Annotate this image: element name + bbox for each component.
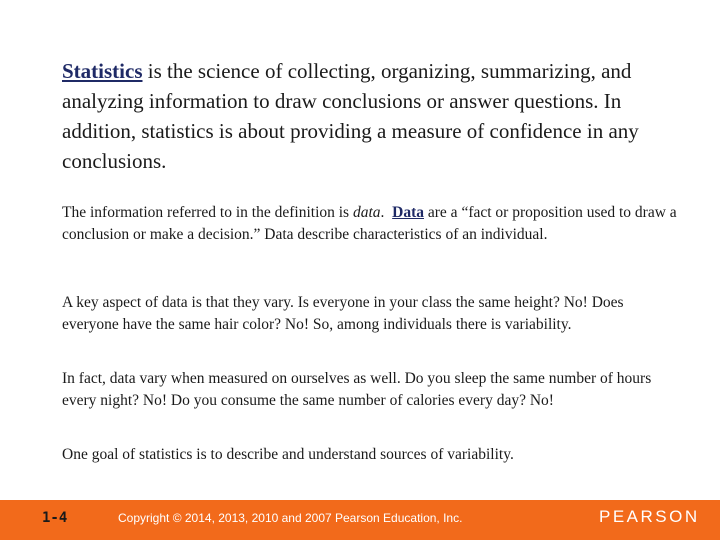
goal-paragraph: One goal of statistics is to describe and understand sources of variability. (62, 446, 514, 463)
p1-text-before: The information referred to in the definition is (62, 204, 353, 221)
variability-paragraph: A key aspect of data is that they vary. Is everyone in your class the same height? No! Does everyone have the same hair color? No! So, among individuals there is variability. (62, 294, 624, 333)
p1-italic-data: data (352, 204, 381, 221)
data-definition-paragraph (62, 202, 682, 246)
statistics-definition (62, 56, 692, 176)
statistics-term: Statistics (62, 59, 143, 83)
p1-text-after: are a “fact or proposition used to draw a conclusion or make a decision.” Data describe characteristics of an individual. (62, 204, 677, 243)
footer-bar (0, 500, 720, 540)
data-term: Data (392, 204, 425, 221)
self-variability-paragraph: In fact, data vary when measured on ourselves as well. Do you sleep the same number of hours every night? No! Do you consume the same number of calories every day? No! (62, 370, 652, 409)
copyright-notice: Copyright © 2014, 2013, 2010 and 2007 Pearson Education, Inc. (118, 511, 463, 525)
pearson-logo: PEARSON (599, 507, 700, 526)
p1-text-between: . (380, 204, 393, 221)
definition-text: is the science of collecting, organizing, summarizing, and analyzing information to draw conclusions or answer questions. In addition, statistics is about providing a measure of confidence in any conclusions. (62, 59, 639, 173)
page-number: 1-4 (42, 510, 68, 526)
